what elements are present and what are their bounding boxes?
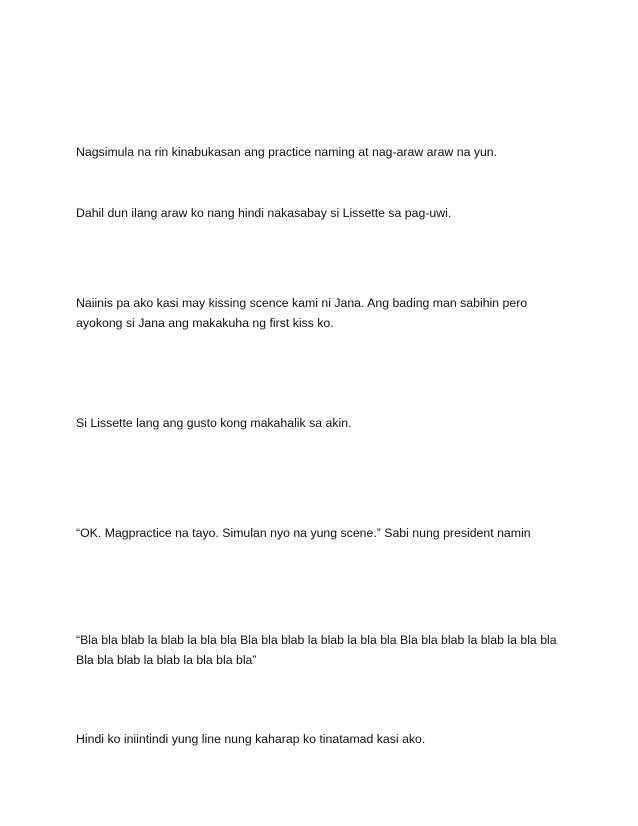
- paragraph-4: Si Lissette lang ang gusto kong makahalik sa akin.: [76, 416, 352, 430]
- paragraph-1: Nagsimula na rin kinabukasan ang practice naming at nag-araw araw na yun.: [76, 145, 498, 159]
- paragraph-5: “OK. Magpractice na tayo. Simulan nyo na yung scene.” Sabi nung president namin: [76, 526, 531, 540]
- paragraph-6: “Bla bla blab la blab la bla bla Bla bla blab la blab la bla bla Bla bla blab la blab la bla bla Bla bla blab la blab la bla bla bla”: [76, 633, 557, 667]
- paragraph-3: Naiinis pa ako kasi may kissing scence kami ni Jana. Ang bading man sabihin pero ayokong si Jana ang makakuha ng first kiss ko.: [76, 296, 528, 330]
- paragraph-7: Hindi ko iniintindi yung line nung kaharap ko tinatamad kasi ako.: [76, 732, 426, 746]
- paragraph-2: Dahil dun ilang araw ko nang hindi nakasabay si Lissette sa pag-uwi.: [76, 206, 452, 220]
